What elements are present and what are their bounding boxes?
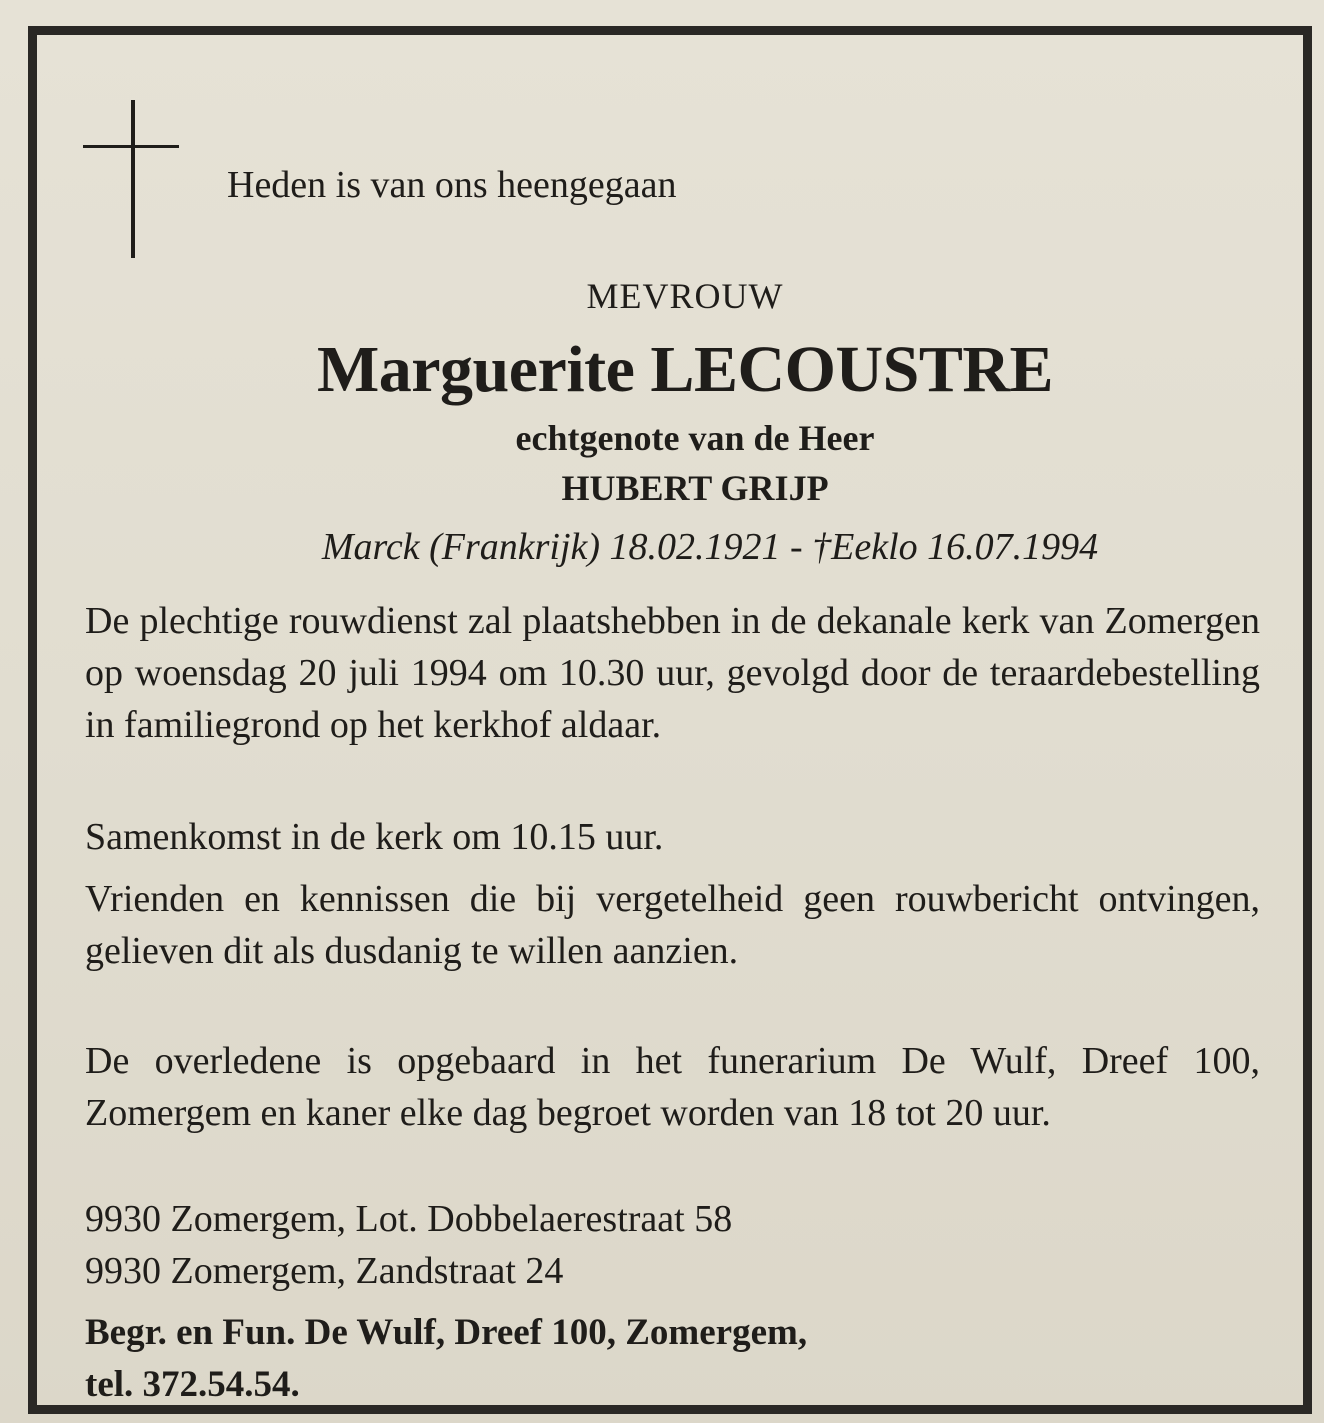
notice-border <box>28 26 1312 1414</box>
address-line: 9930 Zomergem, Zandstraat 24 <box>85 1250 564 1292</box>
funeral-home-line: Begr. en Fun. De Wulf, Dreef 100, Zomergem, <box>85 1312 808 1353</box>
life-dates: Marck (Frankrijk) 18.02.1921 - †Eeklo 16.07.1994 <box>321 526 1099 568</box>
honorific: MEVROUW <box>586 276 784 316</box>
friends-paragraph: Vrienden en kennissen die bij vergetelheid geen rouwbericht ontvingen, gelieven dit als dusdanig te willen aanzien. <box>85 878 1260 972</box>
service-paragraph: De plechtige rouwdienst zal plaatshebben in de dekanale kerk van Zomergen op woensdag 20 juli 1994 om 10.30 uur, gevolgd door de teraardebestelling in familiegrond op het kerkhof aldaar. <box>85 600 1260 746</box>
gathering-paragraph: Samenkomst in de kerk om 10.15 uur. <box>85 816 664 858</box>
spouse-name: HUBERT GRIJP <box>561 468 829 508</box>
address-line: 9930 Zomergem, Lot. Dobbelaerestraat 58 <box>85 1198 733 1240</box>
opening-line: Heden is van ons heengegaan <box>227 164 677 206</box>
deceased-name: Marguerite LECOUSTRE <box>316 333 1054 406</box>
relation-line: echtgenote van de Heer <box>515 418 875 458</box>
obituary-notice <box>37 35 1303 1405</box>
cross-icon <box>83 100 179 258</box>
funeral-home-phone: tel. 372.54.54. <box>85 1364 300 1405</box>
funerarium-paragraph: De overledene is opgebaard in het funerarium De Wulf, Dreef 100, Zomergem en kaner elke dag begroet worden van 18 tot 20 uur. <box>85 1040 1260 1134</box>
